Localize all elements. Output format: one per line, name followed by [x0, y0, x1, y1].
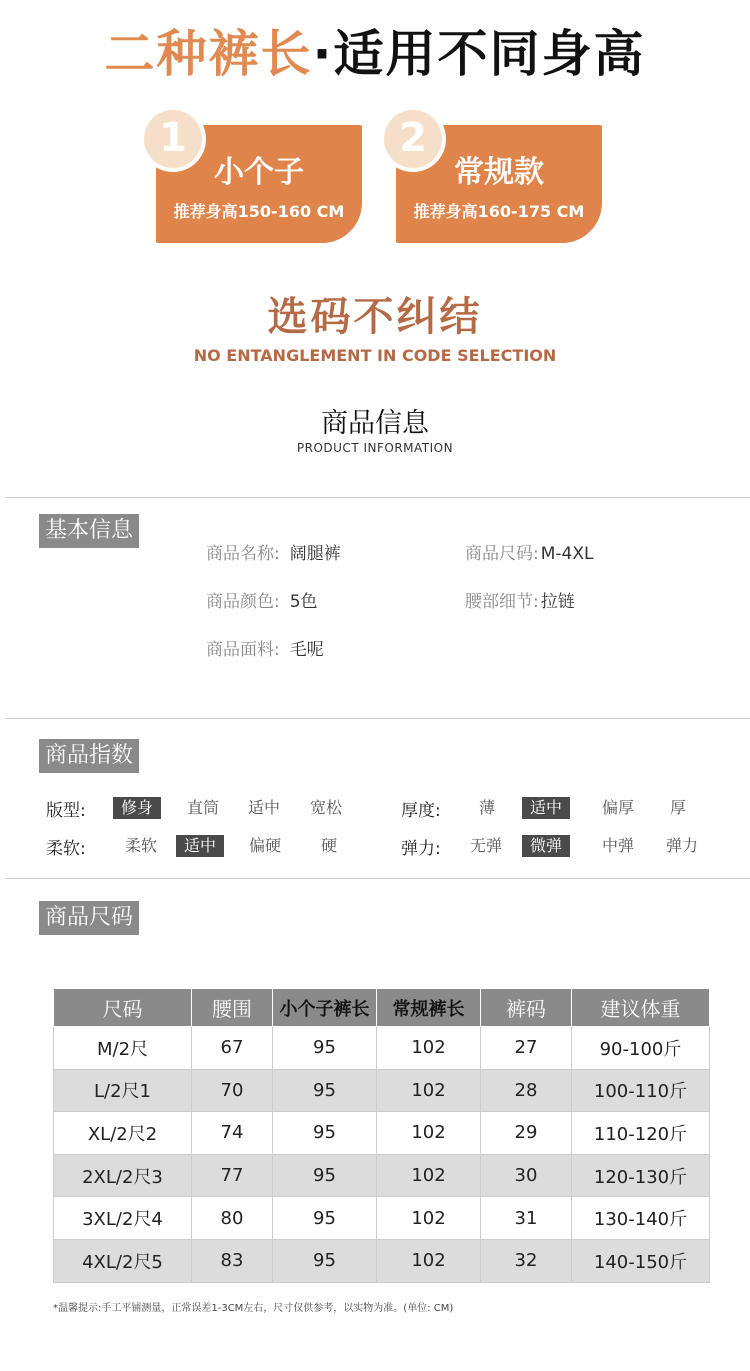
table-cell: 102	[377, 1197, 481, 1240]
table-cell: 110-120斤	[572, 1112, 710, 1155]
column-header-weight: 建议体重	[572, 989, 710, 1027]
index-fit-option-1: 修身	[113, 797, 161, 819]
info-color	[206, 587, 318, 612]
index-softness-option-2: 适中	[176, 835, 224, 857]
table-cell: 3XL/2尺4	[54, 1197, 192, 1240]
column-header-regular-length: 常规裤长	[377, 989, 481, 1027]
table-cell: 130-140斤	[572, 1197, 710, 1240]
table-cell: 28	[481, 1069, 572, 1112]
index-fit-label: 版型:	[46, 801, 86, 821]
index-softness-option-1: 柔软	[125, 836, 158, 855]
table-cell: 95	[273, 1027, 377, 1070]
divider	[5, 878, 750, 879]
table-row	[54, 1069, 710, 1112]
index-softness-option-4: 硬	[321, 836, 338, 855]
table-row	[54, 1239, 710, 1282]
measurement-note: *温馨提示:手工平铺测量，正常误差1-3CM左右，尺寸仅供参考，以实物为准。(单位: CM)	[53, 1303, 454, 1314]
table-cell: 90-100斤	[572, 1027, 710, 1070]
table-cell: XL/2尺2	[54, 1112, 192, 1155]
table-cell: 77	[192, 1154, 273, 1197]
section-heading-basic: 基本信息	[39, 514, 139, 548]
title-part1: 二种裤长	[104, 25, 313, 83]
table-cell: 102	[377, 1239, 481, 1282]
index-fit-option-3: 适中	[248, 798, 281, 817]
table-cell: 95	[273, 1154, 377, 1197]
info-value: 阔腿裤	[289, 544, 341, 564]
info-fabric	[206, 635, 324, 660]
info-label: 腰部细节:	[465, 592, 539, 612]
index-elasticity-option-3: 中弹	[602, 836, 635, 855]
table-cell: 30	[481, 1154, 572, 1197]
index-fit-option-2: 直筒	[187, 798, 220, 817]
table-cell: 120-130斤	[572, 1154, 710, 1197]
table-cell: 95	[273, 1197, 377, 1240]
info-size	[465, 539, 593, 564]
index-thickness-option-1: 薄	[479, 798, 496, 817]
product-info-subtitle: PRODUCT INFORMATION	[296, 441, 454, 455]
table-row	[54, 1112, 710, 1155]
product-info-title: 商品信息	[321, 408, 429, 439]
table-cell: 80	[192, 1197, 273, 1240]
column-header-size: 尺码	[54, 989, 192, 1027]
table-cell: 140-150斤	[572, 1239, 710, 1282]
index-thickness-option-2: 适中	[522, 797, 570, 819]
info-label: 商品颜色:	[206, 592, 280, 612]
card-title: 常规款	[454, 155, 544, 190]
index-softness-label: 柔软:	[46, 839, 86, 859]
info-label: 商品尺码:	[465, 544, 539, 564]
card-subtitle: 推荐身高160-175 CM	[413, 202, 585, 221]
info-label: 商品面料:	[206, 640, 280, 660]
index-elasticity-label: 弹力:	[401, 839, 441, 859]
index-thickness-option-4: 厚	[670, 798, 687, 817]
choose-title: 选码不纠结	[267, 294, 483, 340]
info-label: 商品名称:	[206, 544, 280, 564]
table-row	[54, 1197, 710, 1240]
section-heading-index: 商品指数	[39, 739, 139, 773]
index-thickness-label: 厚度:	[401, 801, 441, 821]
info-name	[206, 539, 341, 564]
choose-subtitle: NO ENTANGLEMENT IN CODE SELECTION	[193, 346, 557, 365]
divider	[5, 718, 750, 719]
index-softness-option-3: 偏硬	[249, 836, 282, 855]
table-cell: 95	[273, 1069, 377, 1112]
table-cell: 67	[192, 1027, 273, 1070]
table-row	[54, 1154, 710, 1197]
index-thickness-option-3: 偏厚	[602, 798, 635, 817]
table-cell: 31	[481, 1197, 572, 1240]
table-cell: 32	[481, 1239, 572, 1282]
table-cell: M/2尺	[54, 1027, 192, 1070]
table-cell: 102	[377, 1069, 481, 1112]
column-header-petite-length: 小个子裤长	[273, 989, 377, 1027]
table-cell: 102	[377, 1154, 481, 1197]
table-cell: 102	[377, 1027, 481, 1070]
table-cell: 95	[273, 1239, 377, 1282]
index-elasticity-option-2: 微弹	[522, 835, 570, 857]
number-badge-1: 1	[144, 110, 202, 168]
table-cell: 27	[481, 1027, 572, 1070]
column-header-pant-code: 裤码	[481, 989, 572, 1027]
column-header-waist: 腰围	[192, 989, 273, 1027]
table-cell: 95	[273, 1112, 377, 1155]
table-cell: 70	[192, 1069, 273, 1112]
card-title: 小个子	[214, 155, 304, 190]
table-cell: 4XL/2尺5	[54, 1239, 192, 1282]
card-subtitle: 推荐身高150-160 CM	[173, 202, 345, 221]
section-heading-size: 商品尺码	[39, 901, 139, 935]
index-elasticity-option-4: 弹力	[666, 836, 699, 855]
table-cell: 83	[192, 1239, 273, 1282]
table-cell: 2XL/2尺3	[54, 1154, 192, 1197]
divider	[5, 497, 750, 498]
title-dot: ·	[312, 25, 334, 83]
table-cell: 74	[192, 1112, 273, 1155]
info-value: 拉链	[540, 592, 575, 612]
page-title	[0, 14, 750, 86]
index-fit-option-4: 宽松	[310, 798, 343, 817]
table-header-row	[54, 989, 710, 1027]
table-cell: L/2尺1	[54, 1069, 192, 1112]
info-value: M-4XL	[540, 544, 594, 564]
number-badge-2: 2	[384, 110, 442, 168]
table-cell: 29	[481, 1112, 572, 1155]
table-cell: 102	[377, 1112, 481, 1155]
info-value: 毛呢	[289, 640, 324, 660]
title-part2: 适用不同身高	[333, 25, 646, 83]
info-value: 5色	[289, 592, 318, 612]
info-waist	[465, 587, 575, 612]
table-cell: 100-110斤	[572, 1069, 710, 1112]
index-elasticity-option-1: 无弹	[470, 836, 503, 855]
table-row	[54, 1027, 710, 1070]
size-table	[53, 988, 710, 1283]
